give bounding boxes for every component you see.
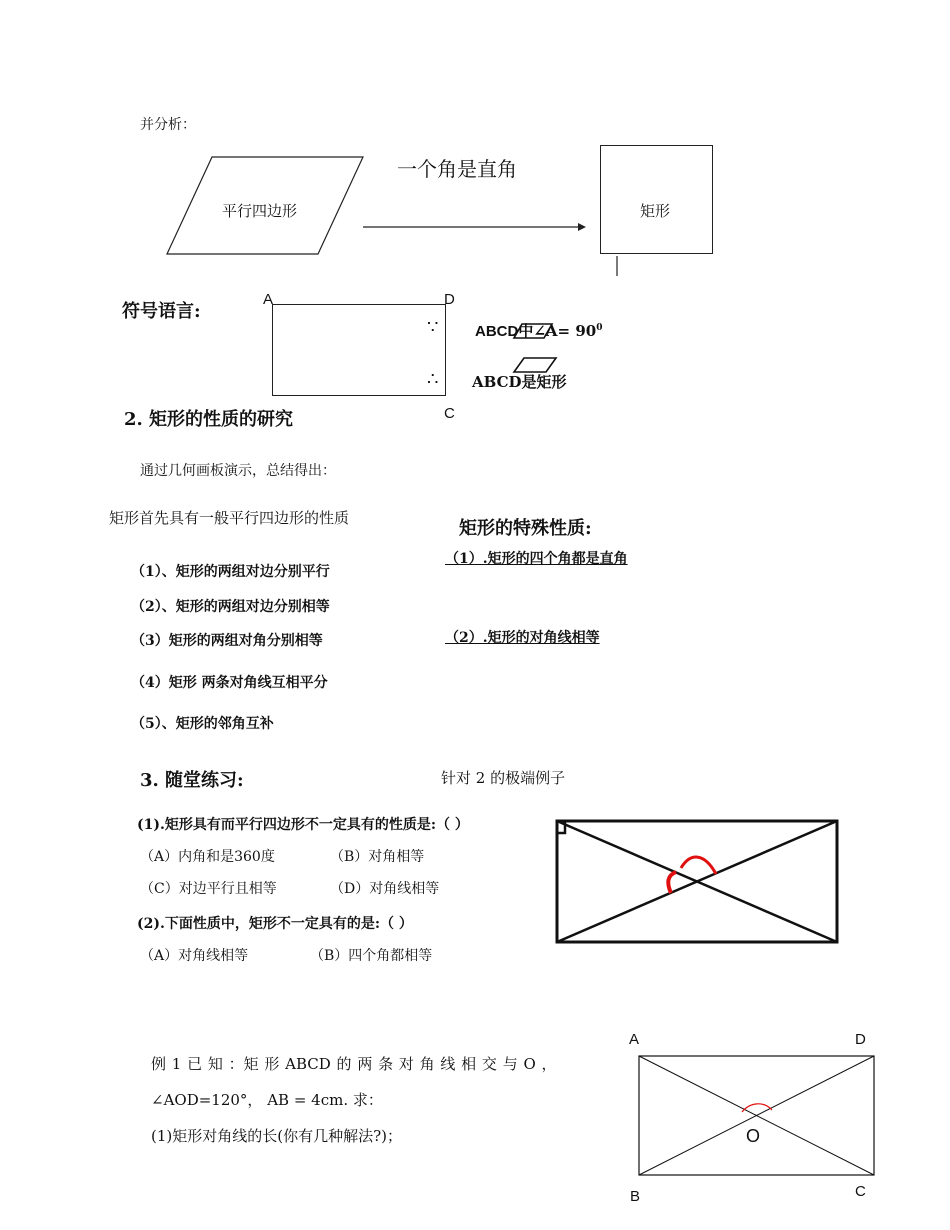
example-line-3: (1)矩形对角线的长(你有几种解法?)；	[151, 1127, 402, 1145]
example-vertex-c: C	[855, 1183, 866, 1200]
q1-option-c: （C）对边平行且相等	[140, 881, 277, 897]
general-item-4: （4）矩形 两条对角线互相平分	[131, 675, 328, 691]
q2-option-b: （B）四个角都相等	[310, 948, 433, 964]
example-vertex-d: D	[855, 1031, 866, 1048]
q1-stem: (1).矩形具有而平行四边形不一定具有的性质是:（ ）	[137, 817, 469, 833]
section3-note: 针对 2 的极端例子	[441, 769, 566, 787]
section2-intro: 通过几何画板演示，总结得出：	[140, 463, 336, 479]
special-item-2: （2）.矩形的对角线相等	[445, 630, 600, 646]
section3-heading: 3. 随堂练习:	[140, 770, 244, 791]
q2-stem: (2).下面性质中，矩形不一定具有的是:（ ）	[137, 916, 413, 932]
premise-sup: 0	[596, 323, 603, 333]
section2-heading: 2. 矩形的性质的研究	[124, 409, 294, 430]
general-item-1: （1）、矩形的两组对边分别平行	[131, 564, 330, 580]
general-item-2: （2）、矩形的两组对边分别相等	[131, 599, 330, 615]
symbol-heading: 符号语言:	[122, 301, 201, 322]
example-vertex-a: A	[629, 1031, 640, 1048]
special-item-1: （1）.矩形的四个角都是直角	[445, 551, 628, 567]
conclusion-prefix: ABCD	[472, 373, 522, 391]
premise-mid: 中∠A= 90	[518, 322, 597, 340]
rectangle-label: 矩形	[640, 202, 671, 220]
therefore-symbol: ∴	[427, 369, 439, 390]
example-line-2: ∠AOD=120°， AB = 4cm. 求：	[151, 1091, 383, 1109]
because-symbol: ∵	[427, 317, 439, 338]
q1-option-a: （A）内角和是360度	[140, 849, 275, 865]
general-item-3: （3）矩形的两组对角分别相等	[131, 633, 323, 649]
q2-option-a: （A）对角线相等	[140, 948, 249, 964]
premise-prefix: ABCD	[475, 323, 519, 340]
vertex-c-label: C	[444, 405, 455, 422]
conclusion-suffix: 是矩形	[521, 373, 567, 391]
q1-option-d: （D）对角线相等	[330, 881, 440, 897]
arrow-label: 一个角是直角	[397, 157, 517, 181]
example-center-o: O	[746, 1126, 761, 1146]
example-line-1: 例 1 已 知 ：矩 形 ABCD 的 两 条 对 角 线 相 交 与 O ，	[151, 1055, 557, 1073]
intro-text: 并分析：	[140, 117, 196, 133]
special-properties-title: 矩形的特殊性质:	[459, 518, 592, 539]
vertex-d-label: D	[444, 291, 455, 308]
example-vertex-b: B	[630, 1188, 641, 1205]
general-properties-title: 矩形首先具有一般平行四边形的性质	[109, 509, 350, 527]
parallelogram-label: 平行四边形	[222, 202, 298, 220]
q1-option-b: （B）对角相等	[330, 849, 425, 865]
vertex-a-label: A	[263, 291, 274, 308]
general-item-5: （5）、矩形的邻角互补	[131, 716, 274, 732]
